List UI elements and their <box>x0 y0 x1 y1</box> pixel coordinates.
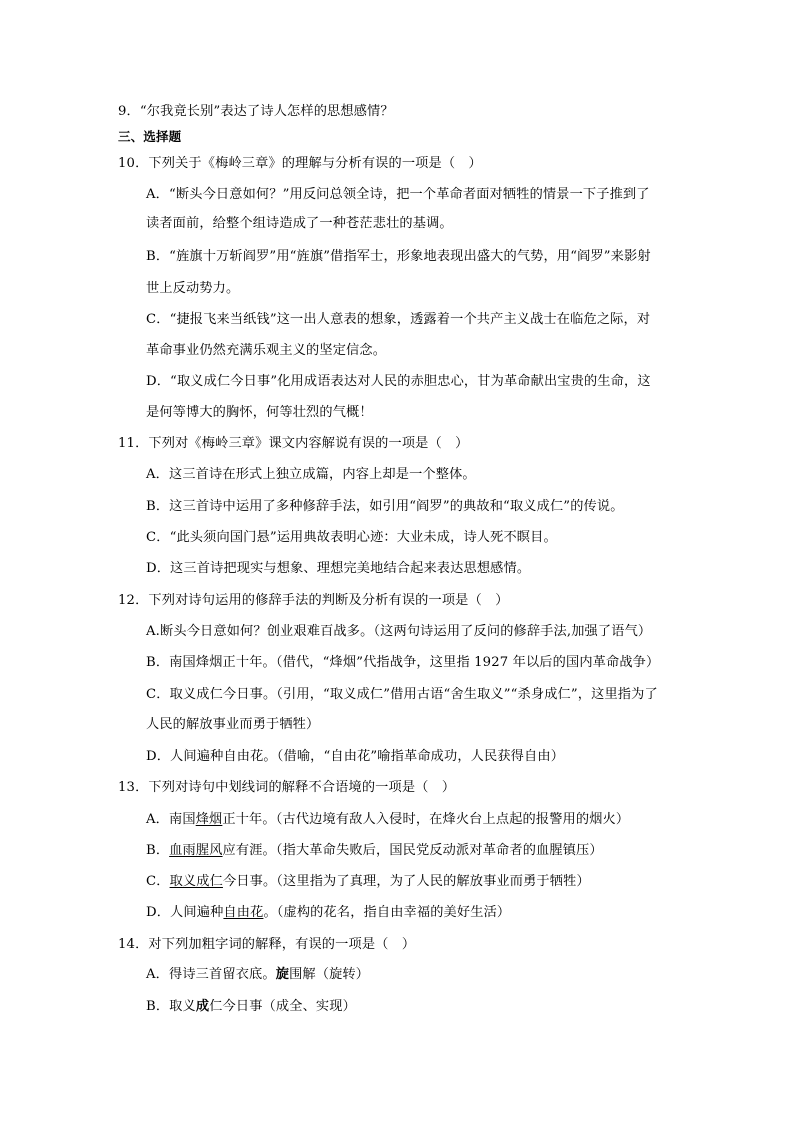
option-text: A．南国 <box>146 812 196 827</box>
question-10-option-d-cont: 是何等博大的胸怀，何等壮烈的气概！ <box>146 405 373 420</box>
question-12-stem: 12．下列对诗句运用的修辞手法的判断及分析有误的一项是（ ） <box>118 593 509 608</box>
bold-word: 成 <box>195 999 210 1014</box>
option-text: D．人间遍种 <box>146 905 224 920</box>
question-10-option-a-cont: 读者面前，给整个组诗造成了一种苍茫悲壮的基调。 <box>146 216 453 231</box>
underlined-word: 自由花 <box>223 905 264 920</box>
question-11-option-c: C．“此头须向国门悬”运用典故表明心迹：大业未成，诗人死不瞑目。 <box>146 530 557 545</box>
question-13-option-b <box>146 842 603 860</box>
question-10-option-b-cont: 世上反动势力。 <box>146 281 240 296</box>
bold-word: 旋 <box>275 967 290 982</box>
question-12-option-d: D．人间遍种自由花。（借喻，“自由花”喻指革命成功，人民获得自由） <box>146 749 565 764</box>
question-10-option-c-cont: 革命事业仍然充满乐观主义的坚定信念。 <box>146 343 387 358</box>
question-9: 9．“尔我竟长别”表达了诗人怎样的思想感情？ <box>118 104 394 119</box>
underlined-word: 取义成仁 <box>169 874 223 889</box>
underlined-word: 烽烟 <box>195 812 223 827</box>
question-12-option-c-cont: 人民的解放事业而勇于牺牲） <box>146 717 320 732</box>
section-heading-choice: 三、选择题 <box>118 129 182 144</box>
question-11-stem: 11．下列对《梅岭三章》课文内容解说有误的一项是（ ） <box>118 436 469 451</box>
underlined-word: 血雨腥风 <box>169 843 223 858</box>
option-text: B．取义 <box>146 999 196 1014</box>
question-13-stem: 13．下列对诗句中划线词的解释不合语境的一项是（ ） <box>118 780 456 795</box>
question-14-option-a <box>146 966 369 984</box>
question-13-option-c <box>146 873 590 891</box>
option-text: 应有涯。（指大革命失败后，国民党反动派对革命者的血腥镇压） <box>222 843 603 858</box>
option-text: 今日事。（这里指为了真理，为了人民的解放事业而勇于牺牲） <box>222 874 590 889</box>
question-10-option-c: C．“捷报飞来当纸钱”这一出人意表的想象，透露着一个共产主义战士在临危之际，对 <box>146 312 651 327</box>
question-12-option-c: C．取义成仁今日事。（引用，“取义成仁”借用古语“舍生取义”“杀身成仁”，这里指为了 <box>146 687 658 702</box>
question-13-option-a <box>146 811 629 829</box>
question-10-option-a: A．“断头今日意如何？”用反问总领全诗，把一个革命者面对牺牲的情景一下子推到了 <box>146 187 650 202</box>
option-text: 仁今日事（成全、实现） <box>209 999 356 1014</box>
option-text: B． <box>146 843 170 858</box>
question-10-option-d: D．“取义成仁今日事”化用成语表达对人民的赤胆忠心，甘为革命献出宝贵的生命，这 <box>146 374 651 389</box>
option-text: A．得诗三首留衣底。 <box>146 967 276 982</box>
question-10-option-b: B．“旌旗十万斩阎罗”用“旌旗”借指军士，形象地表现出盛大的气势，用“阎罗”来影射 <box>146 249 651 264</box>
option-text: C． <box>146 874 170 889</box>
question-11-option-a: A．这三首诗在形式上独立成篇，内容上却是一个整体。 <box>146 467 476 482</box>
question-14-option-b <box>146 998 356 1016</box>
option-text: 正十年。（古代边境有敌人入侵时，在烽火台上点起的报警用的烟火） <box>222 812 630 827</box>
question-10-stem: 10．下列关于《梅岭三章》的理解与分析有误的一项是（ ） <box>118 156 482 171</box>
question-14-stem: 14．对下列加粗字词的解释，有误的一项是（ ） <box>118 937 416 952</box>
question-11-option-b: B．这三首诗中运用了多种修辞手法，如引用“阎罗”的典故和“取义成仁”的传说。 <box>146 499 624 514</box>
question-13-option-d <box>146 904 510 922</box>
option-text: 。（虚构的花名，指自由幸福的美好生活） <box>263 905 511 920</box>
question-12-option-a: A.断头今日意如何？创业艰难百战多。（这两句诗运用了反问的修辞手法,加强了语气） <box>146 624 652 639</box>
question-11-option-d: D．这三首诗把现实与想象、理想完美地结合起来表达思想感情。 <box>146 561 531 576</box>
option-text: 围解（旋转） <box>289 967 370 982</box>
question-12-option-b: B．南国烽烟正十年。（借代，“烽烟”代指战争，这里指 1927 年以后的国内革命战争） <box>146 655 660 670</box>
